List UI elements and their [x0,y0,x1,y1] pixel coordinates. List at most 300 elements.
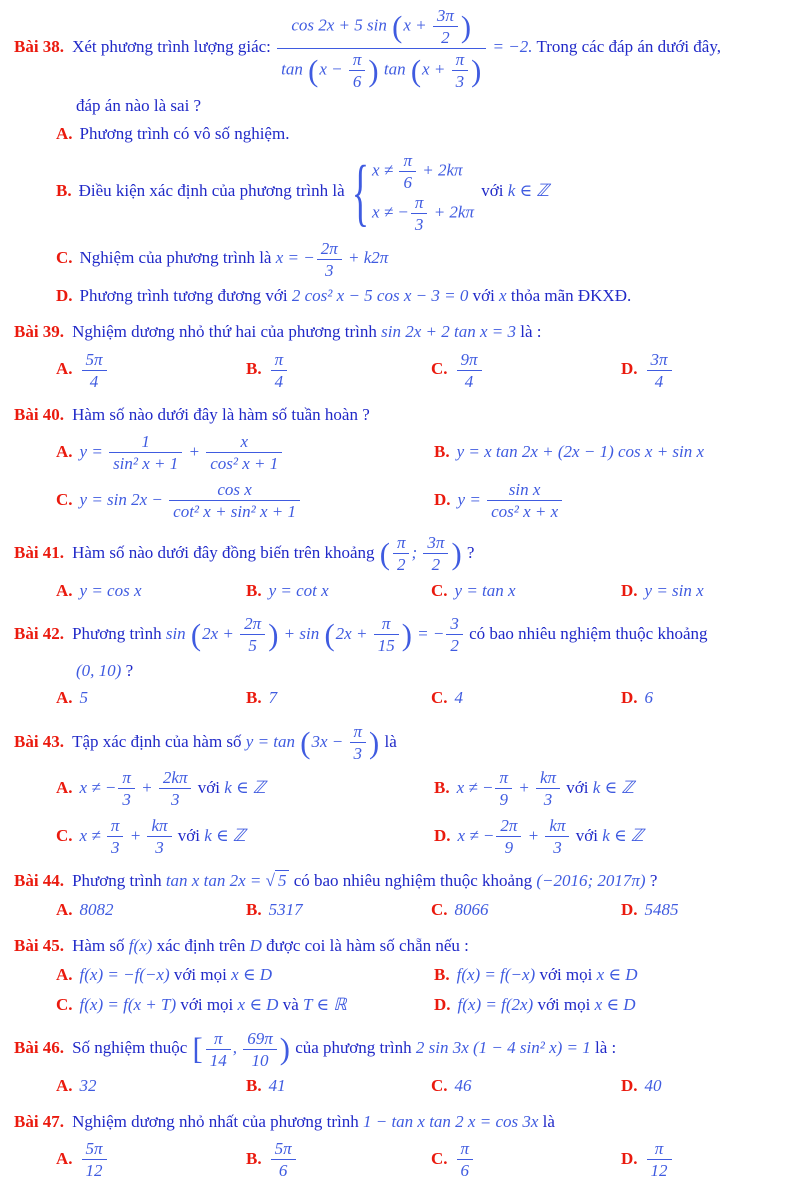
fraction-denominator: cot² x + sin² x + 1 [173,502,296,522]
fraction-numerator: kπ [536,768,560,789]
text-run: đáp án nào là sai ? [76,96,202,116]
option-content [80,124,290,143]
math-run: k ∈ ℤ [507,181,549,201]
text-run: là : [590,1037,617,1057]
fraction [444,614,465,655]
fraction [80,350,109,391]
fraction-numerator: 3π [433,6,458,27]
option-content [80,286,632,305]
question-stem [14,403,790,428]
option-c [56,816,434,857]
fraction-denominator: 3 [455,72,465,92]
option-content [80,965,272,984]
text-run: Điều kiện xác định của phương trình là [78,181,349,201]
option-content [269,581,329,600]
fraction-denominator: 4 [89,371,99,391]
option-letter: B. [434,964,450,984]
math-run: 3x − [311,731,348,751]
options [56,1139,790,1180]
options [56,899,790,922]
option-letter: A. [56,688,73,708]
option-letter: A. [56,900,73,920]
option-content [455,581,516,600]
option-c [431,580,621,603]
cases-group: { x ≠ $\frac{\pi}{6}$ + 2kπ x ≠ − $\frac{\pi}{3}$ + 2kπ [351,150,474,235]
fraction [391,533,412,574]
question-42 [14,614,790,710]
option-content [457,965,638,984]
option-content [645,581,704,600]
math-run: + [523,825,544,845]
options [56,964,790,1017]
option-letter: C. [431,1148,448,1168]
math-run: f(x) = −f(−x) [79,964,170,984]
math-run: x ≠ − [457,825,495,845]
text-run: Phương trình [72,871,166,891]
stem-line [72,870,657,890]
option-content [80,1076,97,1095]
option-d [56,285,790,308]
option-content [269,1139,298,1180]
option-d [434,480,790,521]
option-content [269,1076,286,1095]
fraction-numerator: 69π [243,1029,277,1050]
fraction-numerator: π [495,768,512,789]
question-41 [14,533,790,602]
fraction-numerator: 1 [109,432,182,453]
math-run: x ∈ D [594,994,636,1014]
options [56,580,790,603]
option-b [246,899,431,922]
fraction-denominator: sin² x + 1 [113,454,179,474]
fraction [534,768,562,809]
option-letter: C. [56,489,73,509]
math-run: tan [379,59,410,79]
fraction-numerator: π [399,151,416,172]
math-run: + [136,777,157,797]
text-run: với mọi [535,964,597,984]
math-run: + [513,777,534,797]
text-run: với mọi [533,994,595,1014]
option-letter: A. [56,1148,73,1168]
fraction-numerator: 3 [446,614,463,635]
text-run: Nghiệm dương nhỏ thứ hai của phương trình [72,321,382,341]
text-run: của phương trình [290,1037,416,1057]
text-run: được coi là hàm số chẵn nếu : [261,936,469,956]
math-run: + [184,441,205,461]
stem-line: Hàm số nào dưới đây đồng biến trên khoảng ( $\frac{\pi}{2}$ ; $\frac{3\pi}{2}$ ) ? [72,533,475,575]
option-content [455,688,464,707]
math-run: D [249,936,262,956]
option-content [78,150,549,235]
fraction-numerator: 2kπ [159,768,192,789]
fraction [204,1029,233,1070]
text-run: Tập xác định của hàm số [72,731,246,751]
math-run: 4 [454,688,464,708]
fraction [116,768,137,809]
math-run: 2 sin 3x (1 − 4 sin² x) = 1 [415,1037,591,1057]
math-run: x ≠ [79,825,105,845]
math-run: 40 [644,1075,662,1095]
fraction [645,350,674,391]
question-number: Bài 43. [14,731,65,751]
cases-row [372,151,474,192]
math-run: , [232,1037,242,1057]
math-run: f(x) = f(x + T) [79,994,177,1014]
math-run: (0, 10) [76,660,122,680]
question-40 [14,403,790,522]
square-root [266,870,290,890]
fraction [315,239,344,280]
text-run: xác định trên [152,936,250,956]
option-content [457,480,565,522]
math-run: x ∈ D [596,964,638,984]
fraction [105,816,126,857]
fraction [397,151,418,192]
option-content [79,238,389,281]
stem-line [76,94,790,118]
fraction-denominator: cos² x + 1 [210,454,279,474]
option-c [431,350,621,391]
math-run: 1 − tan x tan 2 x = cos 3x [362,1111,539,1131]
option-letter: A. [56,580,73,600]
math-run: k ∈ ℤ [592,777,635,797]
math-run: x ≠ [372,160,398,180]
fraction-denominator: 3 [553,838,562,858]
text-run: với [571,825,603,845]
math-run: = − [412,623,445,643]
question-stem [14,533,790,574]
option-letter: B. [246,1148,262,1168]
fraction-numerator: π [206,1029,231,1050]
fraction-denominator: 3 [353,744,363,764]
text-run: với mọi [169,964,232,984]
stem-line [72,936,469,955]
radicand: 5 [275,870,290,890]
fraction-numerator: π [374,614,399,635]
question-stem [14,320,790,345]
text-run: Số nghiệm thuộc [72,1037,192,1057]
option-a [56,687,246,710]
option-letter: B. [434,777,450,797]
math-run: 32 [79,1075,97,1095]
option-d [621,899,790,922]
fraction-denominator: 3 [110,838,120,858]
text-run: với mọi [176,994,238,1014]
option-letter: A. [56,123,73,143]
fraction-numerator: 3π [647,350,672,371]
question-stem [14,614,790,655]
math-run: x = − [275,248,315,268]
math-run: f(x) = f(2x) [457,994,534,1014]
options [56,1075,790,1098]
math-run: sin 2x + 2 tan x = 3 [381,321,517,341]
fraction [494,816,523,857]
text-run: Nghiệm dương nhỏ nhất của phương trình [72,1111,363,1131]
option-d [621,580,790,603]
option-content [455,1139,476,1180]
fraction-denominator: 6 [403,172,412,192]
math-run: + sin [279,623,324,643]
text-run: thỏa mãn ĐKXĐ. [506,286,632,306]
question-46 [14,1029,790,1098]
option-c [56,239,790,280]
fraction-denominator: 9 [499,790,508,810]
math-run: 5 [79,688,89,708]
question-number: Bài 47. [14,1111,65,1131]
math-run: x ≠ − [456,777,494,797]
option-letter: D. [621,1148,638,1168]
fraction [645,1139,674,1180]
math-run: y = cot x [268,580,329,600]
text-run: với [173,825,205,845]
fraction-denominator: 14 [209,1050,227,1070]
math-run: 2x + [335,623,372,643]
fraction [485,480,564,521]
fraction-denominator: 4 [464,371,474,391]
question-stem [14,934,790,959]
option-content [455,900,489,919]
fraction [450,50,471,91]
math-run: ; [411,542,422,562]
fraction-denominator: cos² x + x [491,502,559,522]
options [56,687,790,710]
option-content [457,442,704,461]
math-run: 8066 [454,900,489,920]
fraction-numerator: π [107,816,124,837]
text-run: có bao nhiêu nghiệm thuộc khoảng [464,623,708,643]
option-letter: C. [56,248,73,268]
text-run: Hàm số nào dưới đây là hàm số tuần hoàn ? [72,404,370,424]
radical-icon: √ [265,871,275,891]
option-a [56,123,790,146]
option-content [457,816,644,858]
option-letter: C. [56,825,73,845]
options [56,432,790,521]
option-d [621,350,790,391]
text-run: Nghiệm của phương trình là [79,248,276,268]
fraction [238,614,267,655]
math-run: 41 [268,1075,286,1095]
fraction-numerator: x [206,432,282,453]
stem-line: Số nghiệm thuộc [ $\frac{\pi}{14}$ , $\frac{69\pi}{10}$ ) của phương trình 2 sin 3x (1 − 4 sin² x) = 1 là : [72,1028,617,1070]
option-b [246,350,431,391]
math-run: 6 [644,688,654,708]
option-content [79,480,302,522]
fraction [157,768,194,809]
math-run: y = cos x [79,580,142,600]
math-run: y = sin 2x − [79,489,168,509]
math-run: 2x + [202,623,239,643]
text-run: Phương trình [72,623,166,643]
math-run: 2 cos² x − 5 cos x − 3 = 0 [291,286,469,306]
option-content [645,1139,674,1180]
math-run: x ∈ D [237,994,279,1014]
stem-line: Tập xác định của hàm số y = tan (3x − $\frac{\pi}{3}$ ) là [72,722,397,764]
option-c [56,480,434,521]
question-45 [14,934,790,1017]
math-run: 46 [454,1075,472,1095]
option-letter: D. [434,489,451,509]
fraction-numerator: 5π [271,1139,296,1160]
math-run: cos 2x + 5 sin [291,15,392,35]
question-39 [14,320,790,391]
fraction-numerator: 9π [457,350,482,371]
math-run: f(x) = f(−x) [456,964,536,984]
question-number: Bài 39. [14,321,65,341]
option-letter: A. [56,777,73,797]
cases-rows [372,151,474,234]
fraction-denominator: 3 [155,838,164,858]
question-stem [14,722,790,763]
math-run: = −2. [488,37,533,57]
option-content [79,768,266,810]
fraction [145,816,173,857]
fraction-numerator: 3π [423,533,448,554]
option-content [269,900,303,919]
option-b [434,964,790,987]
fraction-numerator: π [457,1139,474,1160]
question-number: Bài 46. [14,1037,65,1057]
fraction [348,722,369,763]
fraction-denominator: 9 [504,838,514,858]
option-b [246,687,431,710]
option-c [56,994,434,1017]
fraction-numerator: π [271,350,288,371]
fraction-numerator: π [350,722,367,743]
math-run: x ≠ − [372,202,409,222]
option-c [431,687,621,710]
fraction-numerator: π [647,1139,672,1160]
fraction-numerator: cos x [169,480,300,501]
option-content [645,1076,662,1095]
options [56,123,790,308]
option-content [458,995,636,1014]
text-run: Phương trình tương đương với [79,286,292,306]
option-content [80,995,347,1014]
text-run: là [538,1111,555,1131]
question-stem [14,869,790,894]
math-run: k ∈ ℤ [224,777,266,797]
text-run: và [278,994,303,1014]
fraction [431,6,460,47]
option-content [645,688,654,707]
fraction-numerator: sin x [487,480,562,501]
option-c [431,899,621,922]
fraction [455,350,484,391]
fraction [372,614,401,655]
fraction [80,1139,109,1180]
fraction-denominator: 4 [654,371,664,391]
option-letter: C. [56,994,73,1014]
fraction-denominator: 2 [396,555,406,575]
stem-line [72,1112,555,1131]
fraction-denominator: tan (x − $\frac{\pi}{6}$ ) tan (x + $\frac{\pi}{3}$ ) [281,50,482,92]
math-run: x [499,286,507,306]
math-run: + k2π [343,248,389,268]
option-b [434,441,790,464]
text-run: là [380,731,397,751]
math-run: y = tan x [454,580,516,600]
question-43 [14,722,790,857]
fraction-denominator: 3 [122,790,131,810]
fraction-numerator: 2π [317,239,342,260]
option-content [79,432,285,474]
question-44 [14,869,790,922]
option-c [431,1139,621,1180]
text-run: với [468,286,500,306]
cases-row [372,193,474,234]
fraction-denominator: 2 [450,636,459,656]
fraction [409,193,430,234]
math-run: y = [457,489,486,509]
math-run: + [125,825,146,845]
option-content [645,900,679,919]
option-content [455,349,484,391]
question-number: Bài 44. [14,871,65,891]
question-number: Bài 40. [14,404,65,424]
math-run: T ∈ ℝ [303,994,347,1014]
fraction-denominator: 3 [414,214,424,234]
option-letter: D. [621,900,638,920]
option-letter: C. [431,1075,448,1095]
fraction [269,1139,298,1180]
stem-line [72,322,541,341]
option-content [79,816,246,858]
text-run: Trong các đáp án dưới đây, [532,37,721,57]
text-run: Hàm số [72,936,129,956]
text-run: ? [645,871,658,891]
option-content [80,1139,109,1180]
fraction-numerator: π [393,533,410,554]
fraction-numerator: π [118,768,135,789]
math-run: x + [422,59,450,79]
option-a [56,350,246,391]
question-number: Bài 38. [14,37,65,57]
math-run: + 2kπ [429,202,474,222]
option-a [56,964,434,987]
text-run: ? [462,542,475,562]
option-letter: B. [246,1075,262,1095]
math-run: k ∈ ℤ [602,825,644,845]
option-letter: D. [621,688,638,708]
text-run: với [562,777,593,797]
option-letter: B. [246,900,262,920]
fraction-numerator: 5π [82,1139,107,1160]
option-letter: B. [56,181,72,201]
fraction-denominator: 6 [352,72,362,92]
option-letter: D. [621,359,638,379]
math-run: 5485 [644,900,679,920]
option-letter: D. [434,825,451,845]
math-run: x ≠ − [79,777,117,797]
text-run: Phương trình có vô số nghiệm. [79,123,290,143]
fraction [167,480,302,521]
fraction-numerator: 2π [240,614,265,635]
fraction-denominator: 2 [441,28,450,48]
math-run: + 2kπ [417,160,463,180]
option-letter: A. [56,1075,73,1095]
fraction [275,6,488,91]
option-d [621,1075,790,1098]
stem-line [76,659,790,683]
text-run: là : [516,321,542,341]
option-letter: A. [56,359,73,379]
fraction [204,432,284,473]
fraction-denominator: 4 [274,371,284,391]
option-b [246,1075,431,1098]
option-letter: D. [621,1075,638,1095]
